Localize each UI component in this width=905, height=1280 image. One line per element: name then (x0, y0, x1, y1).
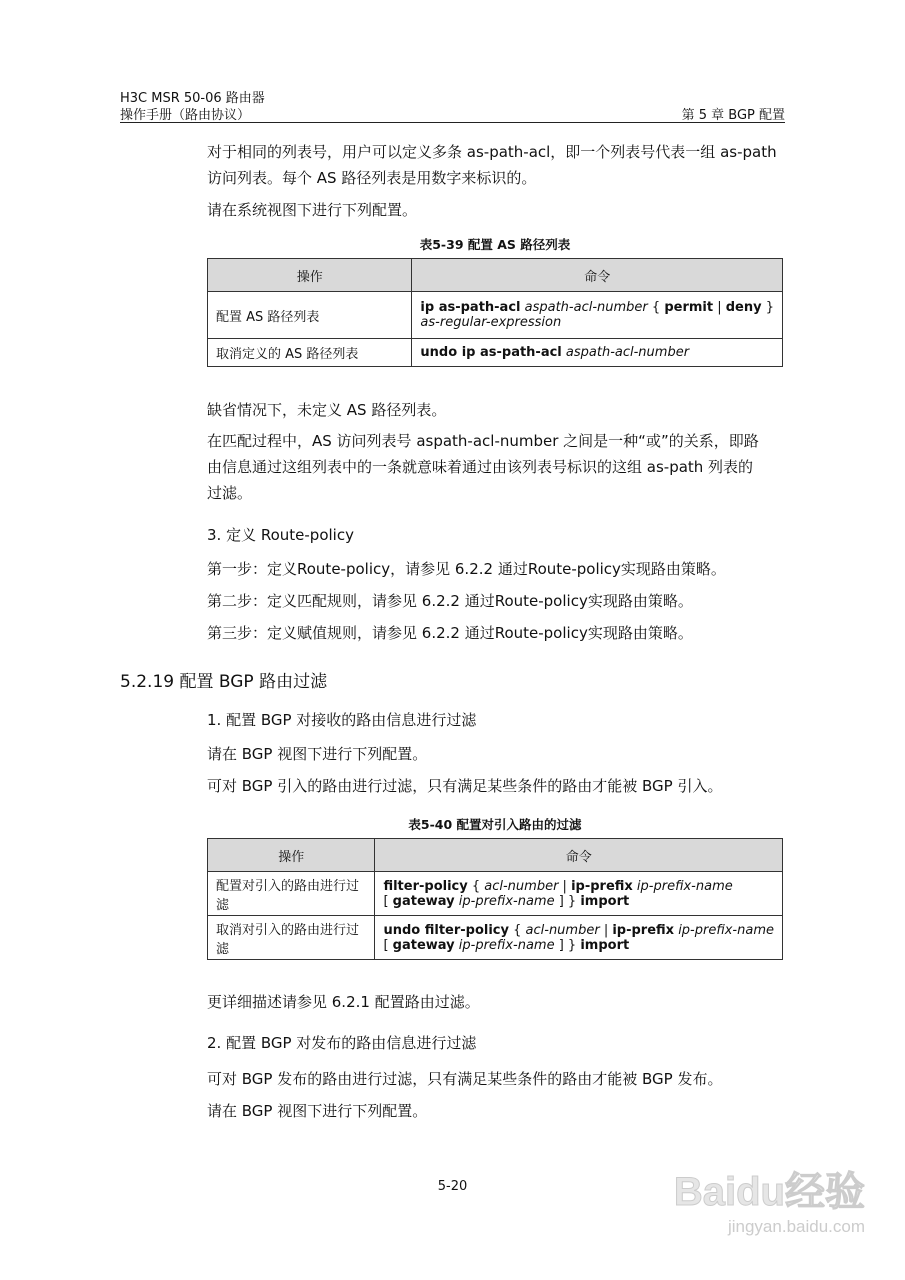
command-line (420, 300, 774, 315)
command-keyword: undo filter-policy (383, 922, 509, 938)
table-row (208, 872, 783, 916)
paragraph: 请在 BGP 视图下进行下列配置。 (207, 1102, 428, 1120)
header-chapter: 第 5 章 BGP 配置 (681, 108, 785, 123)
op-cell: 取消对引入的路由进行过滤 (208, 916, 375, 960)
command-argument: aspath-acl-number (520, 300, 648, 315)
command-keyword: ip-prefix (571, 878, 633, 894)
command-keyword: ip as-path-acl (420, 300, 521, 315)
table-as-path (207, 258, 783, 367)
command-line (383, 923, 774, 938)
command-syntax: { (647, 300, 665, 315)
column-header: 命令 (412, 259, 783, 292)
command-argument: ip-prefix-name (454, 893, 555, 909)
command-line (420, 345, 774, 360)
header-product: H3C MSR 50-06 路由器 (120, 91, 265, 106)
paragraph: 对于相同的列表号，用户可以定义多条 as-path-acl，即一个列表号代表一组 as-path (207, 143, 777, 161)
command-keyword: import (580, 893, 630, 909)
command-line (383, 879, 774, 894)
step: 第一步：定义Route-policy，请参见 6.2.2 通过Route-policy实现路由策略。 (207, 560, 726, 578)
baidu-watermark (674, 1160, 865, 1237)
paragraph: 可对 BGP 发布的路由进行过滤，只有满足某些条件的路由才能被 BGP 发布。 (207, 1070, 723, 1088)
table-row (208, 916, 783, 960)
command-argument: ip-prefix-name (454, 937, 555, 953)
command-syntax: { (508, 922, 526, 938)
command-cell (412, 339, 783, 367)
header-divider (120, 122, 785, 123)
column-header: 操作 (208, 259, 412, 292)
paragraph: 请在系统视图下进行下列配置。 (207, 201, 418, 219)
command-cell (412, 292, 783, 339)
section-heading: 5.2.19 配置 BGP 路由过滤 (120, 672, 328, 692)
command-keyword: deny (725, 300, 762, 315)
watermark-url: jingyan.baidu.com (727, 1217, 865, 1236)
paragraph: 可对 BGP 引入的路由进行过滤，只有满足某些条件的路由才能被 BGP 引入。 (207, 777, 723, 795)
subheading: 3. 定义 Route-policy (207, 526, 354, 544)
command-argument: aspath-acl-number (561, 345, 690, 360)
paragraph: 由信息通过这组列表中的一条就意味着通过由该列表号标识的这组 as-path 列表的 (207, 458, 754, 476)
command-syntax: { (467, 878, 485, 894)
paragraph: 访问列表。每个 AS 路径列表是用数字来标识的。 (207, 169, 537, 187)
table-filter-import (207, 838, 783, 960)
paragraph: 在匹配过程中，AS 访问列表号 aspath-acl-number 之间是一种“或”的关系，即路 (207, 432, 759, 450)
command-line (420, 315, 774, 330)
op-cell: 取消定义的 AS 路径列表 (208, 339, 412, 367)
command-cell (375, 872, 783, 916)
command-line (383, 938, 774, 953)
command-syntax: [ (383, 937, 393, 953)
step: 第三步：定义赋值规则，请参见 6.2.2 通过Route-policy实现路由策略。 (207, 624, 693, 642)
command-argument: acl-number (525, 922, 600, 938)
command-keyword: filter-policy (383, 878, 468, 894)
command-syntax: | (599, 922, 613, 938)
command-syntax: ] } (554, 893, 581, 909)
table-row (208, 339, 783, 367)
paragraph: 过滤。 (207, 484, 253, 502)
page-number: 5-20 (437, 1179, 468, 1194)
command-syntax: [ (383, 893, 393, 909)
paragraph: 请在 BGP 视图下进行下列配置。 (207, 745, 428, 763)
column-header: 命令 (375, 839, 783, 872)
table-caption: 表5-40 配置对引入路由的过滤 (408, 817, 582, 832)
command-keyword: gateway (392, 893, 455, 909)
step: 第二步：定义匹配规则，请参见 6.2.2 通过Route-policy实现路由策略。 (207, 592, 693, 610)
op-cell: 配置对引入的路由进行过滤 (208, 872, 375, 916)
table-row (208, 292, 783, 339)
command-syntax: } (761, 300, 774, 315)
command-line (383, 894, 774, 909)
column-header: 操作 (208, 839, 375, 872)
command-keyword: ip-prefix (612, 922, 675, 938)
command-argument: as-regular-expression (420, 315, 562, 330)
watermark-logo: Baidu经验 (673, 1170, 865, 1214)
paragraph: 缺省情况下，未定义 AS 路径列表。 (207, 401, 447, 419)
op-cell: 配置 AS 路径列表 (208, 292, 412, 339)
command-syntax: | (713, 300, 726, 315)
command-argument: acl-number (484, 878, 559, 894)
table-caption: 表5-39 配置 AS 路径列表 (419, 237, 571, 252)
paragraph: 更详细描述请参见 6.2.1 配置路由过滤。 (207, 993, 480, 1011)
command-cell (375, 916, 783, 960)
subheading: 2. 配置 BGP 对发布的路由信息进行过滤 (207, 1034, 477, 1052)
command-keyword: import (580, 937, 630, 953)
command-argument: ip-prefix-name (674, 922, 774, 938)
command-keyword: gateway (392, 937, 455, 953)
command-syntax: | (558, 878, 572, 894)
command-keyword: permit (664, 300, 714, 315)
command-keyword: undo ip as-path-acl (420, 345, 562, 360)
subheading: 1. 配置 BGP 对接收的路由信息进行过滤 (207, 711, 477, 729)
command-argument: ip-prefix-name (632, 878, 733, 894)
command-syntax: ] } (554, 937, 581, 953)
header-manual: 操作手册（路由协议） (120, 108, 251, 123)
